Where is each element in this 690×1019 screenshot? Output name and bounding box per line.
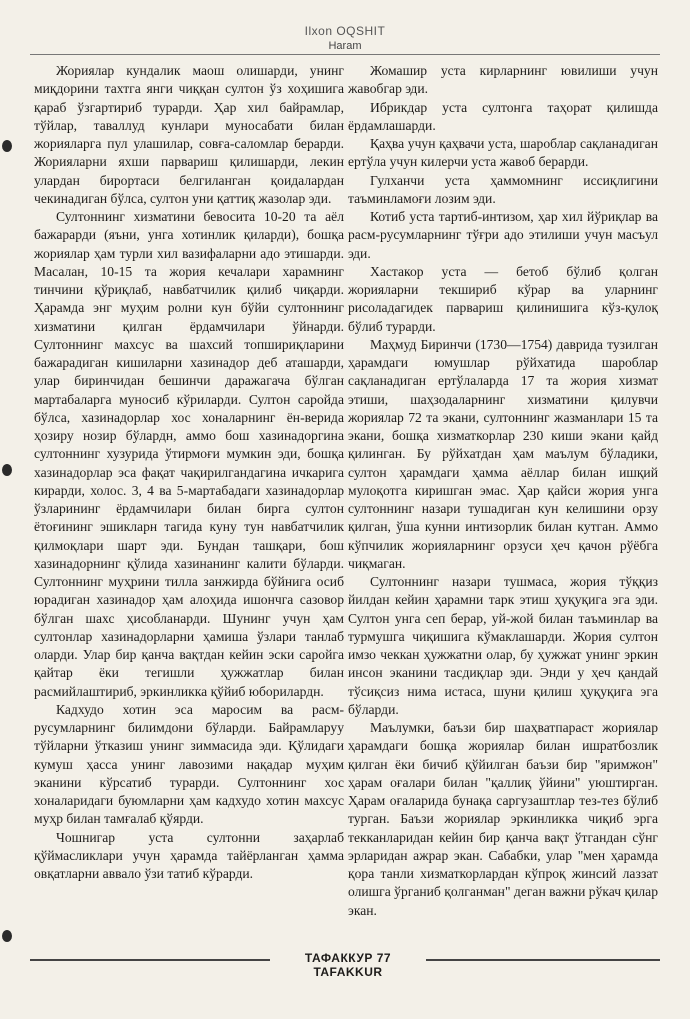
running-header [0, 24, 690, 52]
left-column [34, 62, 344, 883]
right-column [348, 62, 658, 920]
footer-rule [426, 959, 660, 961]
footer-rule [30, 959, 270, 961]
paragraph: Маълумки, баъзи бир шаҳватпараст жориялар ҳарамдаги бошқа жориялар билан ишратбозлик қилган ёки бичиб қўйилган баъзи бир "яримжон" ҳарам оғалари билан "қаллиқ ўйини" уюштирган. Ҳарам оғаларида бунақа саргузаштлар тез-тез бўлиб турган. Баъзи жориялар эркинликка чиқиб эрга текканларидан кейин бир қанча вақт ўтгандан сўнг эрларидан ажрар экан. Сабабки, улар "мен ҳарамда қора танли хизматкорлардан кўпроқ жинсий лаззат олишга ўрганиб қолганман" деган важни рўкач қилар экан. [348, 720, 658, 918]
paragraph: Чошнигар уста султонни заҳарлаб қўймасликлари учун ҳарамда тайёрланган ҳамма овқатларни аввало ўзи татиб кўрарди. [34, 829, 344, 881]
paragraph: Султоннинг назари тушмаса, жория тўққиз йилдан кейин ҳарамни тарк этиш ҳуқуқига эга эди. Султон унга сеп берар, уй-жой билан таъминлар ва турмушга чиқишига кўмаклашарди. Жория султон имзо чеккан ҳужжатни олар, бу ҳужжат унинг эркин инсон эканини тасдиқлар эди. Энди у ҳеч қандай тўсиқсиз нима истаса, шуни қилиш ҳуқуқига эга бўларди. [348, 574, 658, 717]
binder-hole [2, 464, 12, 476]
page-folio: ТАФАККУР 77 TAFAKKUR [304, 951, 392, 979]
paragraph: Кадхудо хотин эса маросим ва расм-русумларнинг билимдони бўларди. Байрамларуу тўйларни ўтказиш унинг зиммасида эди. Қўлидаги кумуш ҳасса унинг лавозими нақадар муҳим эканини кўрсатиб турарди. Султоннинг хос хоналаридаги буюмларни ҳам кадхудо хотин махсус муҳр билан тамғалаб қўярди. [34, 701, 344, 827]
binder-hole [2, 140, 12, 152]
paragraph: Қаҳва учун қаҳвачи уста, шароблар сақланадиган ертўла учун килерчи уста жавоб берарди. [348, 136, 658, 170]
header-section: Haram [328, 40, 362, 52]
header-author: Ilxon OQSHIT [304, 24, 386, 38]
paragraph: Ибрикдар уста султонга таҳорат қилишда ёрдамлашарди. [348, 99, 658, 133]
binder-hole [2, 930, 12, 942]
paragraph: Гулханчи уста ҳаммомнинг иссиқлигини таъминламоғи лозим эди. [348, 172, 658, 206]
paragraph: Жомашир уста кирларнинг ювилиши учун жавобгар эди. [348, 63, 658, 97]
paragraph: Жориялар кундалик маош олишарди, унинг миқдорини тахтга янги чиққан султон ўз хоҳишига қараб ўзгартириб турарди. Ҳар хил байрамлар, тўйлар, таваллуд кунлари муносабати билан жорияларга пул улашилар, совға-саломлар берарди. Жорияларни яхши парвариш қилишарди, лекин улардан бирортаси белгиланган қоидалардан чекинадиган бўлса, султон уни қаттиқ жазолар эди. [34, 63, 344, 206]
paragraph: Хастакор уста — бетоб бўлиб қолган жорияларни текшириб кўрар ва уларнинг рисоладагидек парвариш қилинишига кўз-қулоқ бўлиб турарди. [348, 263, 658, 334]
page-footer [0, 951, 690, 979]
paragraph: Маҳмуд Биринчи (1730—1754) даврида тузилган ҳарамдаги юмушлар рўйхатида шароблар сақланадиган ертўлаларда 17 та жория хизмат этиши, шаҳзодаларнинг хизматини қилувчи жориялар 72 та экани, султоннинг жазманлари 15 та экани, бошқа хизматкорлар 230 киши экани қайд қилинган. Бу рўйхатдан ҳам маълум бўладики, султон ҳарамдаги ҳамма аёллар билан ишқий мулоқотга киришган эмас. Ҳар қайси жория унга султоннинг назари тушадиган кун келишини орзу қилган, ўша кунни интизорлик билан кутган. Аммо кўпчилик жорияларнинг орзуси ҳеч қачон рўёбга чиқмаган. [348, 336, 658, 571]
paragraph: Султоннинг хизматини бевосита 10-20 та аёл бажарарди (яъни, унга хотинлик қиларди), бошқа жориялар ҳам турли хил вазифаларни адо этишарди. Масалан, 10-15 та жория кечалари харамнинг тинчини қўриқлаб, навбатчилик қилиб чиқарди. Ҳарамда энг муҳим ролни кун бўйи султоннинг хизматини қилган ёрдамчилари ўйнарди. Султоннинг махсус ва шахсий топшириқларини бажарадиган кишиларни хазинадор деб аташарди, улар биринчидан бешинчи даражагача бўлган мартабаларга муносиб кўриларди. Султон саройда бўлса, хазинадорлар хос хоналарнинг ён-верида ҳозиру нозир бўлардн, аммо бош хазинадоргина султоннинг хузурида ўтирмоғи мумкин эди, бошқа хазинадорлар эса фақат чақирилгандагина ичкарига кирарди, холос. 3, 4 ва 5-мартабадаги хазинадорлар ўзларининг ёрдамчилари билан бирга султон ётоғининг эшикларн тагида куну тун навбатчилик қилмоқлари шарт эди. Бундан ташқари, бош хазинадорнинг қўлида хазинанинг калити бўларди. Султоннинг муҳрини тилла занжирда бўйнига осиб юрадиган хазинадор ҳам алоҳида ишончга сазовор бўлган шахс ҳисобланарди. Шунинг учун ҳам султонлар хазинадорларни ҳамиша ўзлари танлаб оларди. Улар бир қанча вақтдан кейин эски саройга қайтар ёки тегишли ҳужжатлар билан расмийлаштириб, эркинликка қўйиб юборилардн. [34, 209, 344, 699]
header-rule [30, 54, 660, 55]
paragraph: Котиб уста тартиб-интизом, ҳар хил йўриқлар ва расм-русумларнинг тўғри адо этилиши учун масъул эди. [348, 209, 658, 261]
